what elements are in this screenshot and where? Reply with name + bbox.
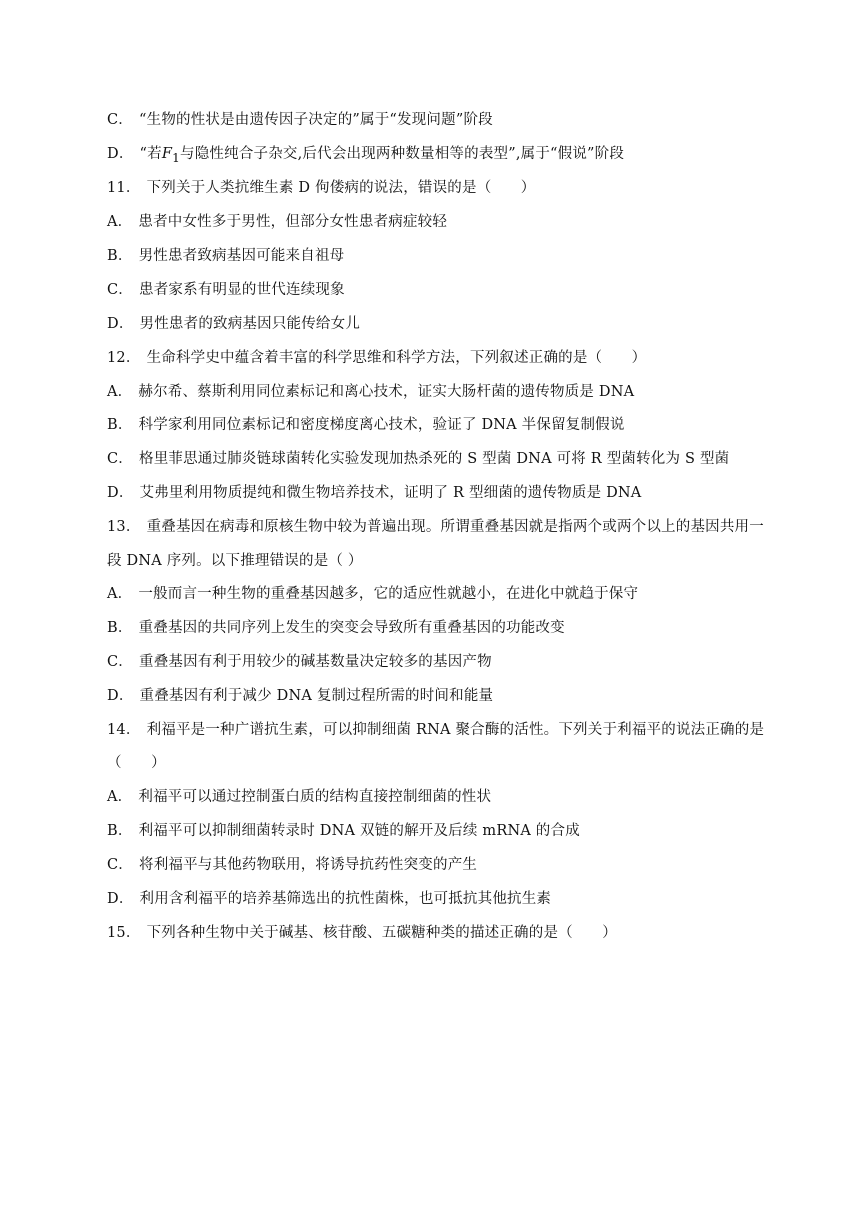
option-c-q10	[107, 110, 787, 130]
option-c-q11	[107, 280, 787, 300]
option-text: 艾弗里利用物质提纯和微生物培养技术，证明了 R 型细菌的遗传物质是 DNA	[139, 485, 642, 501]
option-text: 科学家利用同位素标记和密度梯度离心技术，验证了 DNA 半保留复制假说	[138, 417, 625, 433]
question-text: 重叠基因在病毒和原核生物中较为普遍出现。所谓重叠基因就是指两个或两个以上的基因共用一	[146, 519, 764, 535]
option-text: 患者家系有明显的世代连续现象	[139, 282, 345, 298]
question-number: 14．	[107, 722, 141, 738]
option-label: C．	[107, 282, 133, 298]
option-text: 重叠基因的共同序列上发生的突变会导致所有重叠基因的功能改变	[138, 620, 565, 636]
option-text-before: “若	[139, 146, 162, 162]
question-12	[107, 348, 787, 368]
option-label: D．	[107, 485, 134, 501]
question-11	[107, 178, 787, 198]
option-c-q12	[107, 449, 787, 469]
option-label: D．	[107, 688, 134, 704]
option-label: D．	[107, 316, 134, 332]
option-text: “生物的性状是由遗传因子决定的”属于“发现问题”阶段	[139, 112, 493, 128]
question-14-continued	[107, 753, 787, 773]
option-label: B．	[107, 417, 133, 433]
option-text: 一般而言一种生物的重叠基因越多，它的适应性就越小，在进化中就趋于保守	[138, 586, 639, 602]
variable-subscript: 1	[172, 150, 181, 165]
option-text: 重叠基因有利于用较少的碱基数量决定较多的基因产物	[139, 654, 492, 670]
option-text: 重叠基因有利于减少 DNA 复制过程所需的时间和能量	[139, 688, 494, 704]
option-label: B．	[107, 620, 133, 636]
question-number: 12．	[107, 350, 141, 366]
option-label: B．	[107, 823, 133, 839]
question-number: 11．	[107, 180, 141, 196]
option-c-q14	[107, 855, 787, 875]
option-b-q11	[107, 246, 787, 266]
question-13-continued	[107, 551, 787, 571]
option-a-q13	[107, 584, 787, 604]
question-15	[107, 923, 787, 943]
question-text: 下列各种生物中关于碱基、核苷酸、五碳糖种类的描述正确的是（ ）	[146, 925, 617, 941]
option-label: C．	[107, 112, 133, 128]
option-d-q11	[107, 314, 787, 334]
question-number: 15．	[107, 925, 141, 941]
option-d-q10	[107, 144, 787, 168]
question-13	[107, 517, 787, 537]
option-label: C．	[107, 451, 133, 467]
option-label: B．	[107, 248, 133, 264]
option-a-q14	[107, 787, 787, 807]
option-text: 格里菲思通过肺炎链球菌转化实验发现加热杀死的 S 型菌 DNA 可将 R 型菌转化为 S 型菌	[139, 451, 730, 467]
option-d-q14	[107, 889, 787, 909]
option-text: 男性患者的致病基因只能传给女儿	[139, 316, 361, 332]
option-label: C．	[107, 857, 133, 873]
option-d-q12	[107, 483, 787, 503]
option-text: 男性患者致病基因可能来自祖母	[138, 248, 345, 264]
option-b-q13	[107, 618, 787, 638]
option-a-q12	[107, 382, 787, 402]
option-text: 利福平可以抑制细菌转录时 DNA 双链的解开及后续 mRNA 的合成	[138, 823, 580, 839]
option-d-q13	[107, 686, 787, 706]
question-text: 利福平是一种广谱抗生素，可以抑制细菌 RNA 聚合酶的活性。下列关于利福平的说法正确的是	[146, 722, 765, 738]
option-label: C．	[107, 654, 133, 670]
question-text: （ ）	[107, 755, 166, 771]
option-c-q13	[107, 652, 787, 672]
option-b-q12	[107, 415, 787, 435]
option-b-q14	[107, 821, 787, 841]
option-text: 利福平可以通过控制蛋白质的结构直接控制细菌的性状	[138, 789, 492, 805]
option-text: 患者中女性多于男性，但部分女性患者病症较轻	[138, 214, 448, 230]
question-number: 13．	[107, 519, 141, 535]
option-text: 将利福平与其他药物联用，将诱导抗药性突变的产生	[139, 857, 478, 873]
option-label: A．	[107, 384, 133, 400]
option-label: A．	[107, 586, 133, 602]
option-text: 利用含利福平的培养基筛选出的抗性菌株，也可抵抗其他抗生素	[139, 891, 552, 907]
variable-f: F	[161, 146, 173, 162]
option-label: D．	[107, 891, 134, 907]
option-a-q11	[107, 212, 787, 232]
option-text: 赫尔希、蔡斯利用同位素标记和离心技术，证实大肠杆菌的遗传物质是 DNA	[138, 384, 635, 400]
question-text: 生命科学史中蕴含着丰富的科学思维和科学方法，下列叙述正确的是（ ）	[146, 350, 647, 366]
option-label: A．	[107, 214, 133, 230]
question-text: 段 DNA 序列。以下推理错误的是（ ）	[107, 553, 363, 569]
option-text-after: 与隐性纯合子杂交,后代会出现两种数量相等的表型”,属于“假说”阶段	[180, 146, 625, 162]
option-label: D．	[107, 146, 134, 162]
question-14	[107, 720, 787, 740]
question-text: 下列关于人类抗维生素 D 佝偻病的说法，错误的是（ ）	[146, 180, 536, 196]
option-label: A．	[107, 789, 133, 805]
